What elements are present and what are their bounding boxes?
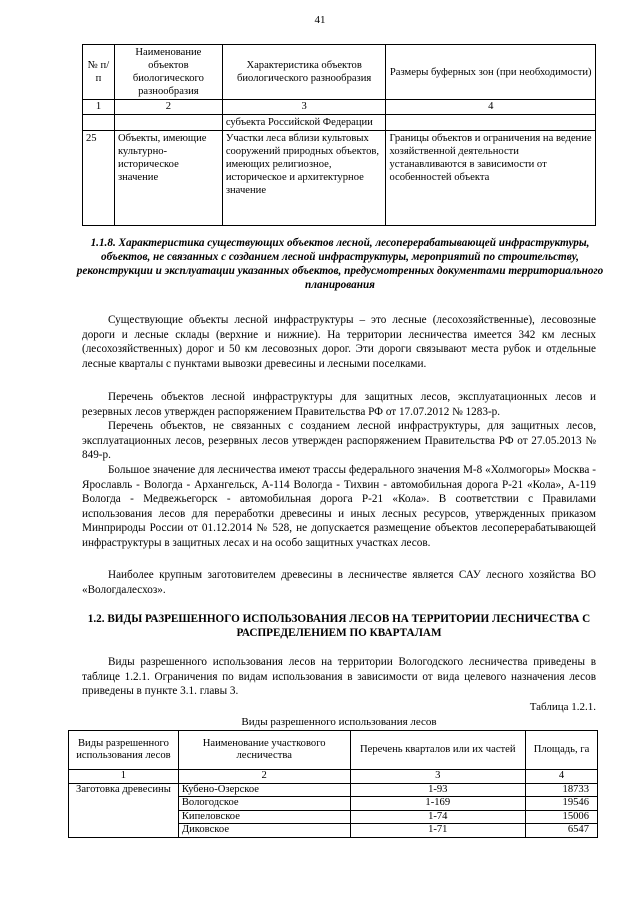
header-cell: № п/п	[83, 45, 115, 100]
table-cell: субъекта Российской Федерации	[222, 115, 386, 131]
paragraph: Существующие объекты лесной инфраструктуры – это лесные (лесохозяйственные), лесовозные дороги и лесные склады (верхние и нижние). На территории лесничества имеется 342 км лесных (лесохозяйственных) дорог и 50 км лесовозных дорог. Эти дороги связывают места рубок и отдельные лесные кварталы с пунктами вывозки древесины и лесными поселками.	[82, 314, 596, 370]
header-cell: Размеры буферных зон (при необходимости)	[386, 45, 596, 100]
table-cell: 25	[83, 131, 115, 226]
header-cell: Наименование участкового лесничества	[178, 731, 350, 770]
column-number-row	[83, 100, 596, 115]
table-cell: Границы объектов и ограничения на ведение хозяйственной деятельности устанавливаются в зависимости от особенностей объекта	[386, 131, 596, 226]
section-title-1-2: 1.2. ВИДЫ РАЗРЕШЕННОГО ИСПОЛЬЗОВАНИЯ ЛЕСОВ НА ТЕРРИТОРИИ ЛЕСНИЧЕСТВА С РАСПРЕДЕЛЕНИЕМ ПО КВАРТАЛАМ	[87, 613, 591, 639]
section-title-1-1-8: 1.1.8. Характеристика существующих объектов лесной, лесоперерабатывающей инфраструктуры, объектов, не связанных с созданием лесной инфраструктуры, мероприятий по строительству, реконструкции и эксплуатации указанных объектов, предусмотренных документами территориального планирования	[76, 237, 604, 291]
biodiversity-table	[82, 44, 596, 226]
paragraph: Перечень объектов, не связанных с созданием лесной инфраструктуры, для защитных лесов, эксплуатационных лесов, резервных лесов утвержден распоряжением Правительства РФ от 27.05.2013 № 849-р.	[82, 420, 596, 461]
column-number: 2	[178, 770, 350, 784]
permitted-use-table	[68, 730, 598, 838]
column-number: 4	[526, 770, 598, 784]
column-number: 1	[69, 770, 179, 784]
header-cell: Характеристика объектов биологического разнообразия	[222, 45, 386, 100]
forestry-cell: Кубено-Озерское	[178, 783, 350, 797]
table-row	[83, 115, 596, 131]
forestry-cell: Диковское	[178, 824, 350, 838]
paragraph: Виды разрешенного использования лесов на территории Вологодского лесничества приведены в таблице 1.2.1. Ограничения по видам использования в зависимости от вида целевого назначения лесов приведены в пункте 3.1. главы 3.	[82, 656, 596, 697]
table-header-row	[83, 45, 596, 100]
use-type-cell: Заготовка древесины	[69, 783, 179, 837]
header-cell: Площадь, га	[526, 731, 598, 770]
paragraph: Большое значение для лесничества имеют трассы федерального значения М-8 «Холмогоры» Москва - Ярославль - Вологда - Архангельск, А-114 Вологда - Тихвин - автомобильная дорога Р-21 «Кола», А-119 Вологда - Медвежьегорск - автомобильная дорога Р-21 «Кола». В соответствии с Правилами использования лесов для переработки древесины и иных лесных ресурсов, утвержденных приказом Минприроды России от 01.12.2014 № 528, не допускается размещение объектов лесоперерабатывающей инфраструктуры в защитных лесах и на особо защитных участках лесов.	[82, 464, 596, 549]
quarters-cell: 1-169	[350, 797, 526, 811]
header-cell: Наименование объектов биологического разнообразия	[114, 45, 222, 100]
forestry-cell: Кипеловское	[178, 810, 350, 824]
quarters-cell: 1-93	[350, 783, 526, 797]
quarters-cell: 1-71	[350, 824, 526, 838]
area-cell: 15006	[526, 810, 598, 824]
page-number: 41	[314, 14, 326, 26]
column-number: 3	[222, 100, 386, 115]
table-cell: Объекты, имеющие культурно-историческое значение	[114, 131, 222, 226]
table-row	[69, 783, 598, 797]
table-row	[83, 131, 596, 226]
header-cell: Перечень кварталов или их частей	[350, 731, 526, 770]
column-number: 4	[386, 100, 596, 115]
table-cell	[83, 115, 115, 131]
table-cell	[114, 115, 222, 131]
table-cell: Участки леса вблизи культовых сооружений природных объектов, имеющих религиозное, историческое и архитектурное значение	[222, 131, 386, 226]
paragraph: Наиболее крупным заготовителем древесины в лесничестве является САУ лесного хозяйства ВО «Вологдалесхоз».	[82, 569, 596, 596]
column-number: 3	[350, 770, 526, 784]
table-number: Таблица 1.2.1.	[529, 701, 596, 713]
table-cell	[386, 115, 596, 131]
table-header-row	[69, 731, 598, 770]
area-cell: 19546	[526, 797, 598, 811]
area-cell: 6547	[526, 824, 598, 838]
header-cell: Виды разрешенного использования лесов	[69, 731, 179, 770]
column-number: 2	[114, 100, 222, 115]
paragraph: Перечень объектов лесной инфраструктуры для защитных лесов, эксплуатационных лесов и резервных лесов утвержден распоряжением Правительства РФ от 17.07.2012 № 1283-р.	[82, 391, 596, 418]
table-caption: Виды разрешенного использования лесов	[241, 716, 437, 728]
forestry-cell: Вологодское	[178, 797, 350, 811]
quarters-cell: 1-74	[350, 810, 526, 824]
column-number: 1	[83, 100, 115, 115]
column-number-row	[69, 770, 598, 784]
area-cell: 18733	[526, 783, 598, 797]
